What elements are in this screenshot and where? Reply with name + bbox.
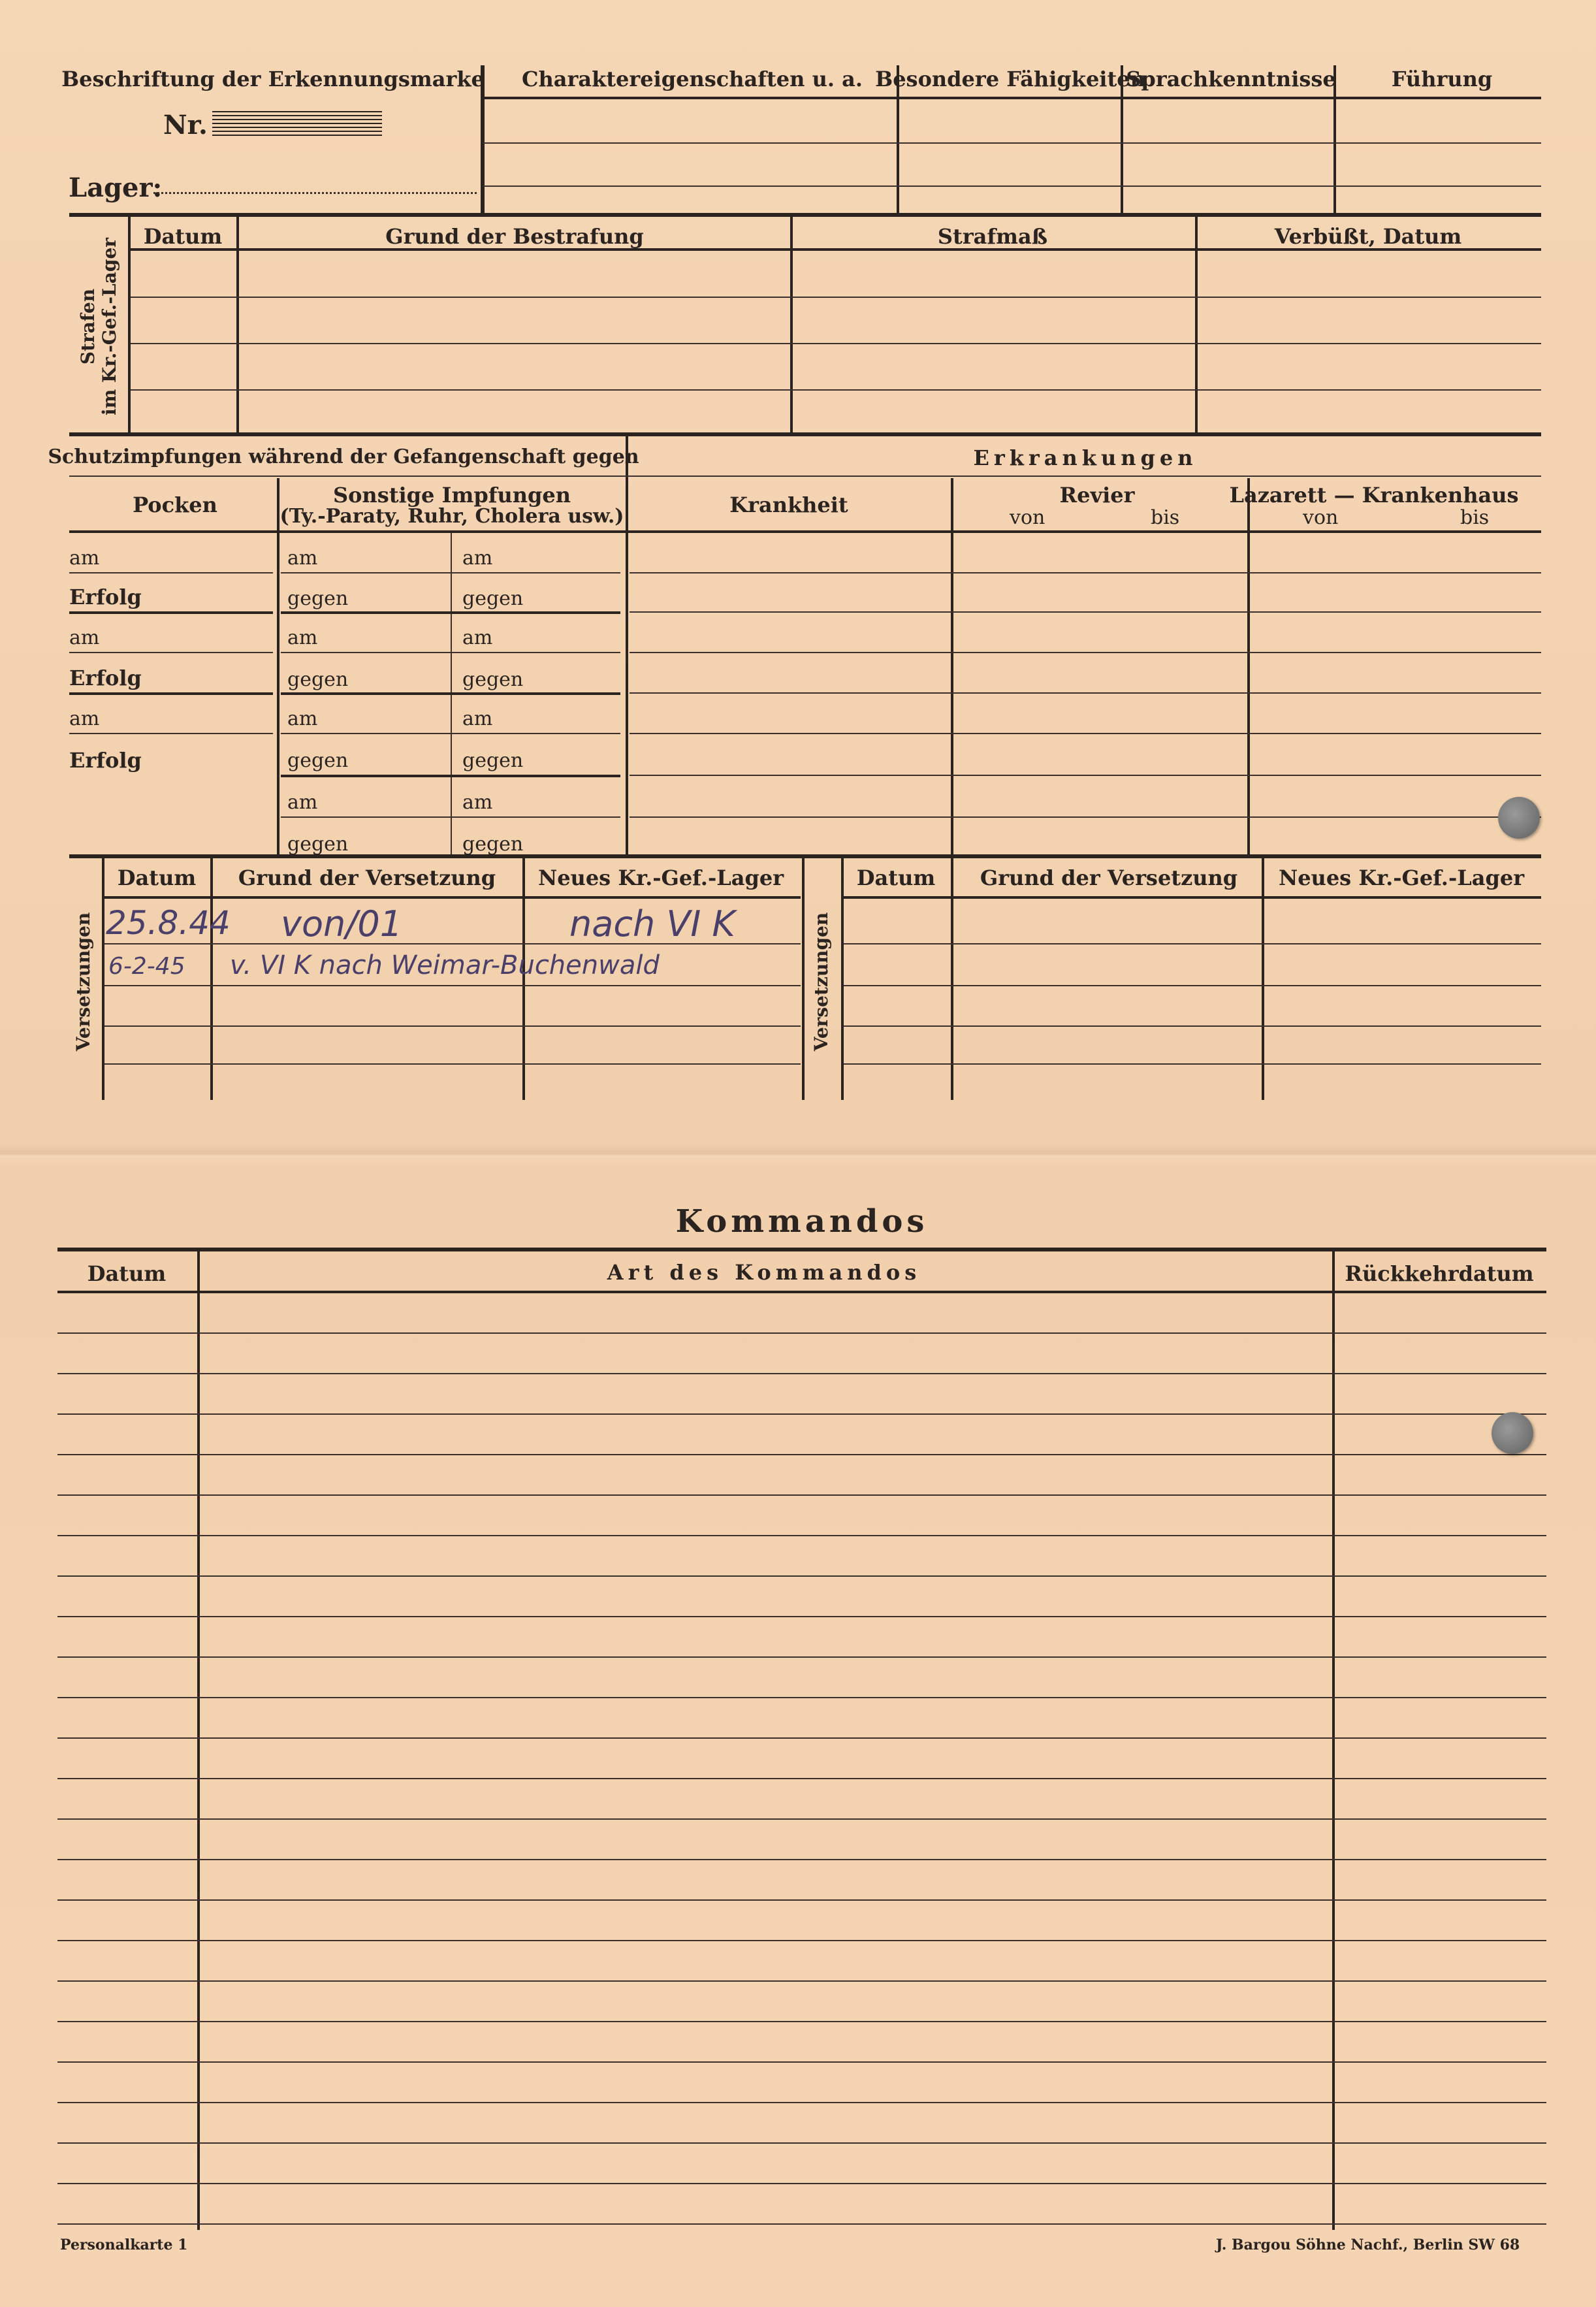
col-faehigkeiten: Besondere Fähigkeiten: [875, 67, 1145, 91]
impf-header-rule: [69, 530, 1541, 533]
header-rule: [483, 97, 1541, 99]
pocken-am-3: am: [69, 707, 100, 730]
vers-left-rule: [104, 1063, 801, 1065]
vers-right-col-lager: Neues Kr.-Gef.-Lager: [1278, 865, 1525, 890]
lazarett-bis: bis: [1460, 506, 1490, 529]
kommandos-row-line: [57, 1413, 1546, 1415]
erkr-rule: [630, 572, 1541, 573]
impf-rule: [69, 476, 1541, 477]
header-rule: [483, 186, 1541, 187]
sonstige-am-4a: am: [287, 791, 318, 814]
sonstige-gegen-1a: gegen: [287, 587, 349, 610]
lazarett-label: Lazarett — Krankenhaus: [1229, 483, 1519, 508]
kommandos-row-line: [57, 1697, 1546, 1698]
pocken-rule: [69, 572, 273, 573]
kommandos-col-line: [197, 1251, 200, 2230]
erkrankungen-title: Erkrankungen: [973, 445, 1198, 470]
kommandos-row-line: [57, 1818, 1546, 1820]
pocken-am-2: am: [69, 626, 100, 649]
nr-hatched-field: [212, 111, 382, 137]
strafen-side-label-2: im Kr.-Gef.-Lager: [99, 237, 120, 416]
vers-entry-1-lager: nach VI K: [569, 903, 735, 944]
vers-right-rule: [844, 985, 1541, 986]
erkr-rule: [630, 692, 1541, 694]
pocken-label: Pocken: [133, 492, 217, 517]
impf-col-line: [277, 478, 279, 856]
impf-erkr-divider: [626, 436, 628, 854]
kommandos-col-datum: Datum: [87, 1261, 167, 1286]
header-divider: [481, 65, 485, 214]
vers-left-col-lager: Neues Kr.-Gef.-Lager: [537, 865, 784, 890]
sonstige-rule: [281, 816, 620, 818]
revier-label: Revier: [1059, 483, 1135, 508]
strafen-col-verbuesst: Verbüßt, Datum: [1274, 224, 1462, 249]
erkr-rule: [630, 611, 1541, 613]
kommandos-row-line: [57, 1737, 1546, 1739]
strafen-side-label-1: Strafen: [77, 288, 99, 365]
punch-hole-upper: [1498, 797, 1540, 839]
kommandos-row-line: [57, 2061, 1546, 2063]
revier-bis: bis: [1151, 506, 1180, 529]
vers-right-col-grund: Grund der Versetzung: [980, 865, 1238, 890]
pocken-erfolg-1: Erfolg: [69, 585, 142, 609]
strafen-bottom-rule: [69, 432, 1541, 436]
kommandos-row-line: [57, 1940, 1546, 1941]
sonstige-am-4b: am: [462, 791, 493, 814]
sonstige-am-3a: am: [287, 707, 318, 730]
versetzungen-side-label-right: Versetzungen: [810, 912, 832, 1052]
col-charakter: Charaktereigenschaften u. a.: [522, 67, 863, 91]
erkr-col-line: [1247, 478, 1250, 856]
header-col-line: [897, 65, 899, 214]
kommandos-row-line: [57, 2021, 1546, 2022]
kommandos-row-line: [57, 1778, 1546, 1779]
strafen-top-rule: [69, 213, 1541, 217]
lazarett-von: von: [1303, 506, 1339, 529]
sonstige-gegen-3a: gegen: [287, 749, 349, 772]
sonstige-gegen-1b: gegen: [462, 587, 524, 610]
sonstige-am-1b: am: [462, 547, 493, 570]
strafen-rule: [131, 248, 1541, 251]
sonstige-am-1a: am: [287, 547, 318, 570]
header-col-line: [1333, 65, 1336, 214]
sonstige-gegen-4b: gegen: [462, 833, 524, 856]
pocken-erfolg-3: Erfolg: [69, 748, 142, 773]
revier-von: von: [1010, 506, 1045, 529]
strafen-rule: [131, 297, 1541, 298]
sonstige-label-2: (Ty.-Paraty, Ruhr, Cholera usw.): [279, 505, 624, 528]
sonstige-am-2b: am: [462, 626, 493, 649]
col-fuehrung: Führung: [1391, 67, 1493, 91]
kommandos-col-line: [1332, 1251, 1335, 2230]
kommandos-row-line: [57, 1616, 1546, 1617]
vers-entry-2-datum: 6-2-45: [108, 953, 185, 980]
pocken-rule: [69, 611, 273, 614]
vers-col-line: [802, 858, 805, 1100]
vers-entry-1-grund: von/01: [281, 903, 403, 944]
sonstige-rule: [281, 733, 620, 734]
kommandos-row-line: [57, 2142, 1546, 2144]
pocken-rule: [69, 733, 273, 734]
kommandos-row-line: [57, 1656, 1546, 1658]
sonstige-am-3b: am: [462, 707, 493, 730]
kommandos-col-art: Art des Kommandos: [607, 1260, 921, 1285]
strafen-col-datum: Datum: [143, 224, 223, 249]
footer-left: Personalkarte 1: [60, 2236, 188, 2253]
vers-entry-2-grund: v. VI K nach Weimar-Buchenwald: [230, 950, 660, 980]
vers-right-rule: [844, 1063, 1541, 1065]
kommandos-top-rule: [57, 1248, 1546, 1251]
kommandos-row-line: [57, 1454, 1546, 1455]
kommandos-row-line: [57, 1899, 1546, 1901]
kommandos-col-rueckkehr: Rückkehrdatum: [1345, 1261, 1534, 1286]
sonstige-am-2a: am: [287, 626, 318, 649]
col-sprachkenntnisse: Sprachkenntnisse: [1126, 67, 1336, 91]
sonstige-gegen-2b: gegen: [462, 668, 524, 691]
nr-label: Nr.: [163, 110, 208, 140]
sonstige-rule: [281, 775, 620, 777]
sonstige-label-1: Sonstige Impfungen: [332, 483, 571, 508]
kommandos-row-line: [57, 1494, 1546, 1496]
vers-left-rule: [104, 985, 801, 986]
sonstige-rule: [281, 652, 620, 653]
kommandos-title: Kommandos: [675, 1203, 929, 1240]
lager-label: Lager:: [69, 172, 163, 203]
lager-dotted-line: [153, 192, 477, 194]
pocken-erfolg-2: Erfolg: [69, 666, 142, 690]
strafen-rule: [131, 389, 1541, 391]
kommandos-row-line: [57, 1373, 1546, 1374]
kommandos-row-line: [57, 2223, 1546, 2225]
fold-crease: [0, 1143, 1596, 1167]
sonstige-gegen-3b: gegen: [462, 749, 524, 772]
strafen-col-grund: Grund der Bestrafung: [385, 224, 644, 249]
erkr-rule: [630, 733, 1541, 734]
kommandos-row-line: [57, 2183, 1546, 2184]
sonstige-rule: [281, 692, 620, 695]
vers-entry-1-datum: 25.8.44: [106, 904, 231, 942]
header-rule: [483, 142, 1541, 144]
impfungen-title: Schutzimpfungen während der Gefangenschaft gegen: [48, 445, 639, 468]
sonstige-gegen-2a: gegen: [287, 668, 349, 691]
versetzungen-side-label-left: Versetzungen: [72, 912, 94, 1052]
sonstige-rule: [281, 611, 620, 614]
kommandos-row-line: [57, 1535, 1546, 1536]
kommandos-row-line: [57, 1575, 1546, 1577]
versetzungen-top-rule: [69, 854, 1541, 858]
header-col-line: [1121, 65, 1123, 214]
vers-left-rule: [104, 896, 801, 899]
vers-right-rule: [844, 1025, 1541, 1027]
kommandos-row-line: [57, 1980, 1546, 1982]
punch-hole-lower: [1492, 1412, 1533, 1454]
kommandos-row-line: [57, 1332, 1546, 1334]
vers-right-rule: [844, 943, 1541, 944]
erkr-rule: [630, 775, 1541, 776]
erkennungsmarke-label: Beschriftung der Erkennungsmarke: [61, 67, 485, 91]
vers-right-rule: [844, 896, 1541, 899]
strafen-rule: [131, 343, 1541, 344]
pocken-rule: [69, 652, 273, 653]
kommandos-row-line: [57, 1859, 1546, 1860]
vers-left-col-grund: Grund der Versetzung: [238, 865, 496, 890]
erkr-col-line: [951, 478, 953, 856]
pocken-rule: [69, 692, 273, 695]
vers-left-rule: [104, 1025, 801, 1027]
kommandos-header-rule: [57, 1291, 1546, 1293]
sonstige-rule: [281, 572, 620, 573]
krankheit-label: Krankheit: [729, 492, 848, 517]
footer-right: J. Bargou Söhne Nachf., Berlin SW 68: [1216, 2236, 1520, 2253]
sonstige-gegen-4a: gegen: [287, 833, 349, 856]
strafen-col-strafmass: Strafmaß: [937, 224, 1048, 249]
vers-right-col-datum: Datum: [856, 865, 936, 890]
pocken-am-1: am: [69, 547, 100, 570]
erkr-rule: [630, 816, 1541, 818]
erkr-rule: [630, 652, 1541, 653]
vers-left-col-datum: Datum: [117, 865, 197, 890]
kommandos-row-line: [57, 2102, 1546, 2103]
